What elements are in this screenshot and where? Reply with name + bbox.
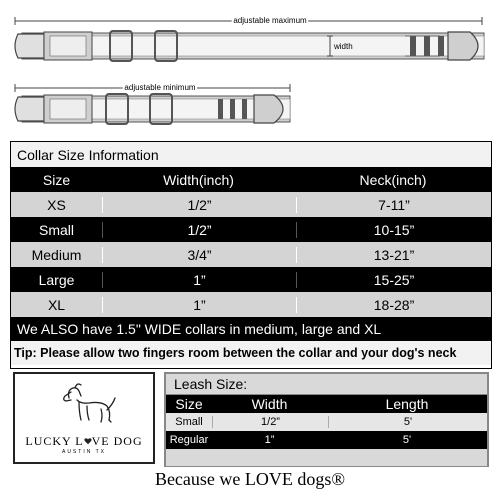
size-table-header <box>11 167 491 192</box>
cell-neck: 13-21” <box>296 247 491 263</box>
cell-size: Small <box>38 221 74 238</box>
cell-width: 1/2” <box>102 222 296 238</box>
leash-cell-size: Regular <box>169 434 209 446</box>
cell-width: 3/4” <box>102 247 296 263</box>
cell-neck: 7-11” <box>296 197 491 213</box>
leash-header-width: Width <box>251 396 288 412</box>
min-label: adjustable minimum <box>124 83 196 92</box>
leash-cell-width: 1/2” <box>212 416 328 428</box>
table-row <box>11 292 491 317</box>
width-label: width <box>334 42 353 51</box>
collar-short <box>15 94 290 124</box>
table-row <box>11 267 491 292</box>
size-table-title <box>11 142 491 167</box>
table-row <box>11 192 491 217</box>
cell-width: 1” <box>102 297 296 313</box>
cell-size: Large <box>38 271 75 288</box>
collar-size-table <box>10 141 492 369</box>
leash-header-length: Length <box>385 396 429 412</box>
leash-cell-length: 5' <box>328 416 487 428</box>
header-width: Width(inch) <box>163 171 234 188</box>
leash-empty-row <box>166 449 487 466</box>
leash-header-size: Size <box>175 396 203 412</box>
fit-tip-text: Tip: Please allow two fingers room between the collar and your dog's neck <box>14 346 457 360</box>
tagline: Because we LOVE dogs® <box>154 469 346 489</box>
leash-table-title: Leash Size: <box>166 374 487 395</box>
leash-cell-size: Small <box>175 416 203 428</box>
cell-width: 1/2” <box>102 197 296 213</box>
brand-logo <box>13 372 155 464</box>
brand-name: LUCKY L VE DOG <box>25 434 143 448</box>
fit-tip <box>11 341 491 365</box>
cell-size: XS <box>47 196 66 213</box>
cell-width: 1” <box>102 272 296 288</box>
table-row <box>11 217 491 242</box>
wide-collar-note-text: We ALSO have 1.5" WIDE collars in medium, large and XL <box>17 321 382 337</box>
table-row <box>166 413 487 431</box>
cell-size: Medium <box>31 246 82 263</box>
table-row <box>11 242 491 267</box>
cell-neck: 18-28” <box>296 297 491 313</box>
header-neck: Neck(inch) <box>359 171 427 188</box>
dog-icon <box>15 376 153 436</box>
heart-icon <box>84 437 92 445</box>
collar-diagram <box>0 0 500 142</box>
size-table-title-text: Collar Size Information <box>17 146 159 163</box>
cell-neck: 15-25” <box>296 272 491 288</box>
collar-long <box>15 31 484 61</box>
leash-table-header <box>166 395 487 413</box>
wide-collar-note <box>11 317 491 341</box>
brand-location: AUSTIN TX <box>61 449 107 455</box>
max-label: adjustable maximum <box>233 16 307 25</box>
cell-size: XL <box>47 296 66 313</box>
leash-cell-length: 5' <box>402 434 412 446</box>
table-row <box>166 431 487 449</box>
leash-size-table <box>164 372 489 467</box>
cell-neck: 10-15” <box>296 222 491 238</box>
leash-cell-width: 1” <box>264 434 275 446</box>
header-size: Size <box>42 171 71 188</box>
